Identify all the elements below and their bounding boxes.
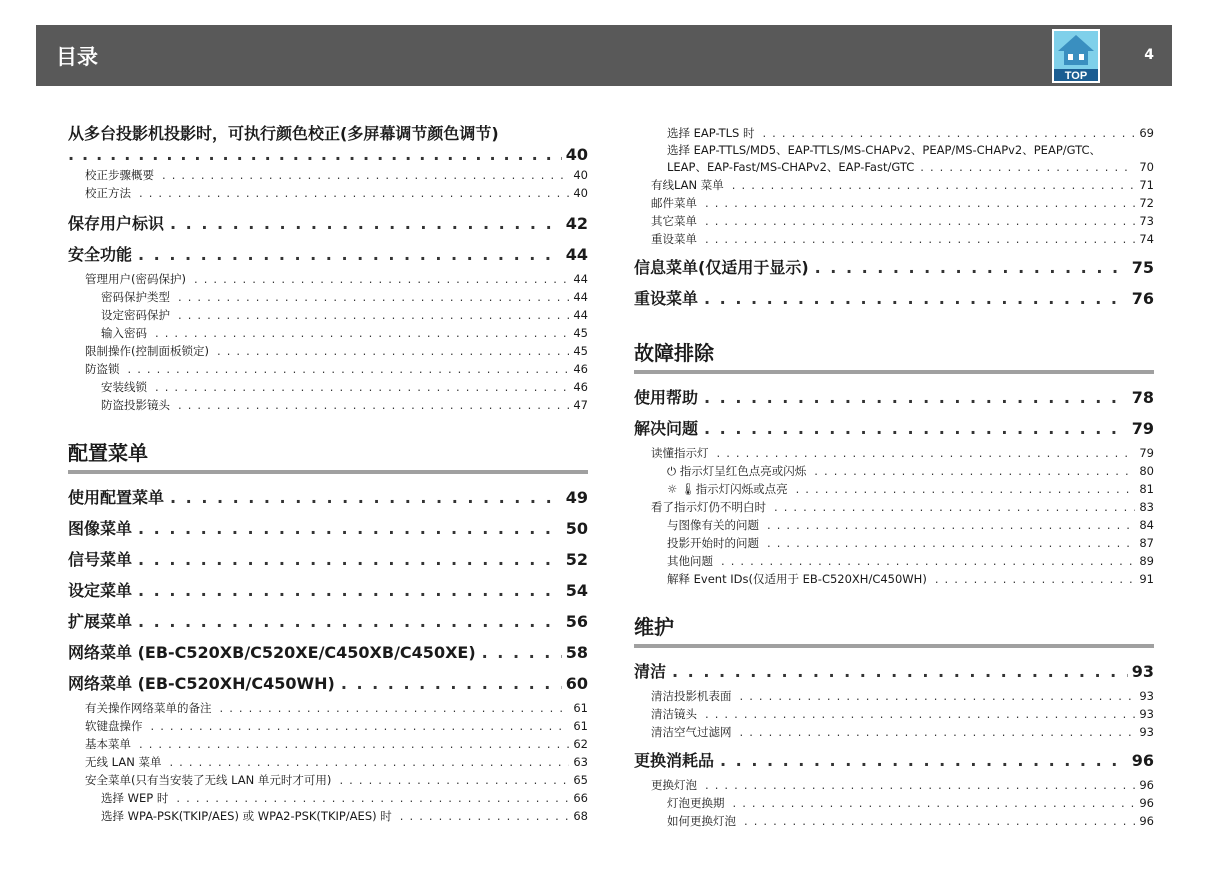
section-heading-config: 配置菜单 <box>68 436 588 474</box>
toc-page: 45 <box>573 326 588 340</box>
toc-entry-eap-tls[interactable] <box>634 124 1154 142</box>
toc-page: 70 <box>1139 160 1154 174</box>
toc-entry[interactable] <box>634 176 1154 194</box>
toc-entry-title: 防盗锁 <box>85 362 120 376</box>
toc-entry[interactable] <box>68 735 588 753</box>
toc-page: 74 <box>1139 232 1154 246</box>
toc-entry[interactable] <box>68 288 588 306</box>
toc-page: 60 <box>565 674 588 693</box>
top-label: TOP <box>1064 70 1088 82</box>
page-header <box>36 25 1172 86</box>
toc-page: 71 <box>1139 178 1154 192</box>
toc-page: 44 <box>573 272 588 286</box>
toc-page: 96 <box>1131 751 1154 770</box>
page-number: 4 <box>1144 47 1154 63</box>
toc-entry[interactable] <box>68 342 588 360</box>
cleaning-subitems <box>634 687 1154 741</box>
toc-page: 96 <box>1139 778 1154 792</box>
toc-entry[interactable] <box>68 717 588 735</box>
toc-page: 44 <box>565 245 588 264</box>
toc-entry-title: 选择 WEP 时 <box>101 791 169 805</box>
toc-entry-title: 清洁投影机表面 <box>651 689 732 703</box>
toc-page: 69 <box>1139 126 1154 140</box>
toc-entry[interactable] <box>68 753 588 771</box>
toc-entry[interactable] <box>68 396 588 414</box>
toc-page: 44 <box>573 308 588 322</box>
toc-page: 79 <box>1131 419 1154 438</box>
toc-page: 93 <box>1139 689 1154 703</box>
toc-entry-title: 图像菜单 <box>68 519 133 538</box>
toc-entry[interactable] <box>634 516 1154 534</box>
toc-page: 81 <box>1139 482 1154 496</box>
toc-entry[interactable] <box>68 513 588 544</box>
toc-entry-title: 管理用户(密码保护) <box>85 272 186 286</box>
toc-entry[interactable] <box>634 480 1154 498</box>
toc-page: 96 <box>1139 796 1154 810</box>
toc-entry-title: ⏻ 指示灯呈红色点亮或闪烁 <box>667 464 807 478</box>
toc-entry[interactable] <box>68 699 588 717</box>
security-subitems <box>68 270 588 414</box>
toc-entry-title: 读懂指示灯 <box>651 446 709 460</box>
toc-entry[interactable] <box>68 166 588 184</box>
toc-entry-color-calibration[interactable] <box>68 124 588 166</box>
toc-page: 40 <box>573 186 588 200</box>
toc-page: 93 <box>1139 725 1154 739</box>
toc-entry-save-user-logo[interactable] <box>68 208 588 239</box>
toc-entry-title: 限制操作(控制面板锁定) <box>85 344 209 358</box>
toc-entry[interactable] <box>68 637 588 668</box>
solve-subitems <box>634 444 1154 588</box>
toc-entry-title: 校正步骤概要 <box>85 168 154 182</box>
toc-page: 58 <box>565 643 588 662</box>
toc-entry[interactable] <box>634 444 1154 462</box>
toc-page: 91 <box>1139 572 1154 586</box>
toc-page: 83 <box>1139 500 1154 514</box>
toc-page: 42 <box>565 214 588 233</box>
toc-entry-title: 信息菜单(仅适用于显示) <box>634 258 809 277</box>
toc-entry[interactable] <box>634 687 1154 705</box>
toc-entry[interactable] <box>634 723 1154 741</box>
calibration-subitems <box>68 166 588 202</box>
toc-entry-title: 使用配置菜单 <box>68 488 165 507</box>
toc-page: 68 <box>573 809 588 823</box>
toc-entry[interactable] <box>68 606 588 637</box>
toc-entry-title: 其它菜单 <box>651 214 697 228</box>
toc-entry[interactable] <box>634 194 1154 212</box>
toc-entry[interactable] <box>68 544 588 575</box>
toc-page: 52 <box>565 550 588 569</box>
toc-entry-title: 无线 LAN 菜单 <box>85 755 162 769</box>
toc-page: 46 <box>573 362 588 376</box>
home-top-icon <box>1052 29 1100 83</box>
toc-entry-title: 使用帮助 <box>634 388 699 407</box>
toc-entry-solve-problems[interactable] <box>634 413 1154 444</box>
toc-entry-eap-multi[interactable] <box>634 142 1154 176</box>
toc-page: 80 <box>1139 464 1154 478</box>
toc-page: 89 <box>1139 554 1154 568</box>
toc-entry[interactable] <box>634 212 1154 230</box>
toc-entry-title: 灯泡更换期 <box>667 796 725 810</box>
toc-entry-title: 信号菜单 <box>68 550 133 569</box>
toc-entry-title: 设定密码保护 <box>101 308 170 322</box>
toc-page: 40 <box>573 168 588 182</box>
toc-entry[interactable] <box>68 789 588 807</box>
toc-entry-title: ☼ 🌡指示灯闪烁或点亮 <box>667 482 788 496</box>
toc-entry-security[interactable] <box>68 239 588 270</box>
toc-entry[interactable] <box>634 462 1154 480</box>
toc-entry-replace-consumables[interactable] <box>634 745 1154 776</box>
toc-entry-title: 清洁空气过滤网 <box>651 725 732 739</box>
toc-page: 93 <box>1131 662 1154 681</box>
toc-entry-title: 安全功能 <box>68 245 133 264</box>
toc-entry-title: 基本菜单 <box>85 737 131 751</box>
toc-entry-title-line1: 选择 EAP-TTLS/MD5、EAP-TTLS/MS-CHAPv2、PEAP/MS-CHAPv2、PEAP/GTC、 <box>667 143 1102 157</box>
toc-entry-title: 清洁镜头 <box>651 707 697 721</box>
toc-page: 50 <box>565 519 588 538</box>
toc-entry-title: 扩展菜单 <box>68 612 133 631</box>
toc-entry-title: 有线LAN 菜单 <box>651 178 724 192</box>
toc-entry-title: 网络菜单 (EB-C520XH/C450WH) <box>68 674 335 693</box>
toc-entry[interactable] <box>68 184 588 202</box>
toc-entry[interactable] <box>634 534 1154 552</box>
toc-entry[interactable] <box>68 360 588 378</box>
network-menu-subitems <box>634 176 1154 248</box>
toc-entry-title: 保存用户标识 <box>68 214 165 233</box>
toc-entry[interactable] <box>634 794 1154 812</box>
toc-entry-title: 更换灯泡 <box>651 778 697 792</box>
toc-entry-title: 解决问题 <box>634 419 699 438</box>
toc-page: 75 <box>1131 258 1154 277</box>
toc-page: 61 <box>573 701 588 715</box>
toc-page: 45 <box>573 344 588 358</box>
section-heading-maintenance: 维护 <box>634 610 1154 648</box>
toc-page: 62 <box>573 737 588 751</box>
toc-entry[interactable] <box>68 378 588 396</box>
toc-entry-title: 如何更换灯泡 <box>667 814 736 828</box>
toc-entry-title: 解释 Event IDs(仅适用于 EB-C520XH/C450WH) <box>667 572 927 586</box>
toc-page: 78 <box>1131 388 1154 407</box>
toc-entry[interactable] <box>68 668 588 699</box>
toc-page: 73 <box>1139 214 1154 228</box>
top-button[interactable] <box>1052 29 1100 83</box>
toc-entry-title: 安全菜单(只有当安装了无线 LAN 单元时才可用) <box>85 773 332 787</box>
toc-page: 84 <box>1139 518 1154 532</box>
toc-entry-title: 安装线锁 <box>101 380 147 394</box>
replace-subitems <box>634 776 1154 830</box>
toc-entry[interactable] <box>634 812 1154 830</box>
toc-entry[interactable] <box>68 771 588 789</box>
toc-entry-help[interactable] <box>634 382 1154 413</box>
toc-page: 76 <box>1131 289 1154 308</box>
toc-entry[interactable] <box>634 498 1154 516</box>
toc-entry[interactable] <box>634 776 1154 794</box>
config-entries <box>68 482 588 699</box>
toc-page: 44 <box>573 290 588 304</box>
toc-entry-title: 从多台投影机投影时，可执行颜色校正(多屏幕调节颜色调节) <box>68 124 499 143</box>
toc-right-column <box>634 124 1154 830</box>
toc-page: 66 <box>573 791 588 805</box>
toc-page: 93 <box>1139 707 1154 721</box>
toc-entry[interactable] <box>634 552 1154 570</box>
toc-page: 61 <box>573 719 588 733</box>
toc-entry-title: 网络菜单 (EB-C520XB/C520XE/C450XB/C450XE) <box>68 643 476 662</box>
toc-page: 54 <box>565 581 588 600</box>
toc-entry[interactable] <box>634 705 1154 723</box>
toc-entry-title: 与图像有关的问题 <box>667 518 759 532</box>
toc-entry-title: 更换消耗品 <box>634 751 715 770</box>
toc-entry-title: 密码保护类型 <box>101 290 170 304</box>
toc-entry[interactable] <box>68 807 588 825</box>
page-title: 目录 <box>56 45 98 69</box>
toc-entry[interactable] <box>634 230 1154 248</box>
toc-entry[interactable] <box>68 306 588 324</box>
toc-entry-title: 其他问题 <box>667 554 713 568</box>
toc-entry[interactable] <box>68 482 588 513</box>
toc-left-column <box>68 124 588 825</box>
toc-entry[interactable] <box>68 270 588 288</box>
toc-entry-title: 重设菜单 <box>634 289 699 308</box>
toc-entry[interactable] <box>68 575 588 606</box>
toc-entry-title-line2: LEAP、EAP-Fast/MS-CHAPv2、EAP-Fast/GTC <box>667 160 915 174</box>
toc-page: 63 <box>573 755 588 769</box>
toc-entry[interactable] <box>634 570 1154 588</box>
toc-entry-reset-menu[interactable] <box>634 283 1154 314</box>
toc-entry[interactable] <box>68 324 588 342</box>
toc-entry-title: 清洁 <box>634 662 667 681</box>
section-heading-troubleshooting: 故障排除 <box>634 336 1154 374</box>
toc-page: 65 <box>573 773 588 787</box>
toc-entry-title: 校正方法 <box>85 186 131 200</box>
toc-entry-title: 有关操作网络菜单的备注 <box>85 701 212 715</box>
toc-entry-title: 选择 WPA-PSK(TKIP/AES) 或 WPA2-PSK(TKIP/AES) 时 <box>101 809 392 823</box>
toc-page: 40 <box>565 145 588 164</box>
toc-entry-title: 重设菜单 <box>651 232 697 246</box>
toc-page: 79 <box>1139 446 1154 460</box>
toc-entry-title: 输入密码 <box>101 326 147 340</box>
toc-entry-title: 选择 EAP-TLS 时 <box>667 126 755 140</box>
toc-page: 87 <box>1139 536 1154 550</box>
toc-entry-title: 设定菜单 <box>68 581 133 600</box>
toc-entry-cleaning[interactable] <box>634 656 1154 687</box>
toc-page: 56 <box>565 612 588 631</box>
toc-entry-info-menu[interactable] <box>634 252 1154 283</box>
toc-page: 96 <box>1139 814 1154 828</box>
toc-page: 72 <box>1139 196 1154 210</box>
toc-entry-title: 防盗投影镜头 <box>101 398 170 412</box>
toc-entry-title: 看了指示灯仍不明白时 <box>651 500 766 514</box>
toc-entry-title: 邮件菜单 <box>651 196 697 210</box>
toc-entry-title: 软键盘操作 <box>85 719 143 733</box>
toc-page: 47 <box>573 398 588 412</box>
toc-page: 46 <box>573 380 588 394</box>
toc-page: 49 <box>565 488 588 507</box>
toc-entry-title: 投影开始时的问题 <box>667 536 759 550</box>
network-subitems <box>68 699 588 825</box>
